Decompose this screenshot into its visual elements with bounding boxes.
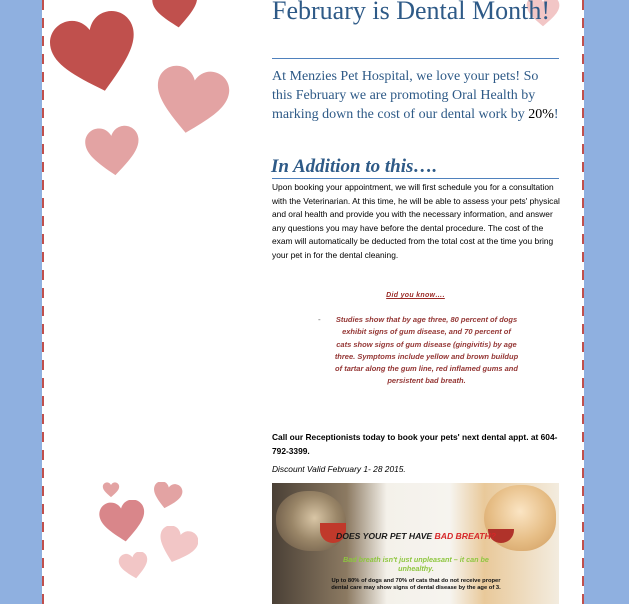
- ad-headline: [328, 531, 504, 541]
- heart-bottom-1-icon: [102, 482, 120, 498]
- studies-fact: Studies show that by age three, 80 percent of dogs exhibit signs of gum disease, and 70 percent of cats show signs of gum disease (gingivitis) by age three. Symptoms include yellow and brown buildup of tartar along the gum line, red inflamed gums and persistent bad breath.: [334, 315, 519, 386]
- intro-text: At Menzies Pet Hospital, we love your pets! So this February we are promoting Oral Health by marking down the cost of our dental work by: [272, 69, 539, 122]
- heart-pink-icon: [152, 62, 230, 142]
- right-dashed-border: [582, 0, 584, 604]
- discount-validity: Discount Valid February 1- 28 2015.: [272, 464, 406, 474]
- heart-bottom-3-icon: [98, 500, 148, 544]
- ad-fact: Up to 80% of dogs and 70% of cats that do not receive proper dental care may show signs of dental disease by the age of 3.: [331, 578, 501, 592]
- body-paragraph: Upon booking your appointment, we will first schedule you for a consultation with the Veterinarian. At this time, he will be able to assess your pets' physical and oral health and provide you with the necessary information, and answer any questions you may have before the dental procedure. The cost of the exam will automatically be deducted from the total cost at the time you bring your pet in for the dental cleaning.: [272, 182, 560, 260]
- heart-top-icon: [146, 0, 206, 30]
- discount-percentage: 20%: [528, 107, 554, 122]
- bad-breath-ad-image: [272, 483, 559, 604]
- ad-headline-part1: DOES YOUR PET HAVE: [336, 531, 435, 541]
- heart-large-icon: [50, 10, 142, 100]
- call-to-action: Call our Receptionists today to book your pets' next dental appt. at 604-792-3399.: [272, 432, 558, 456]
- heart-bottom-2-icon: [150, 482, 184, 510]
- document-page: [42, 0, 584, 604]
- ad-tagline: Bad breath isn't just unpleasant – it can be unhealthy.: [343, 555, 489, 573]
- did-you-know-heading: Did you know….: [386, 292, 445, 299]
- heart-bottom-5-icon: [118, 552, 150, 580]
- bullet-dash: -: [318, 315, 321, 324]
- subheading: In Addition to this….: [271, 156, 438, 177]
- heart-small-icon: [84, 124, 142, 180]
- heart-bottom-4-icon: [156, 526, 198, 566]
- intro-end: !: [553, 107, 559, 122]
- page-title: February is Dental Month!: [272, 0, 551, 25]
- left-dashed-border: [42, 0, 44, 604]
- intro-paragraph: [272, 67, 562, 124]
- title-divider: [272, 58, 559, 59]
- subheading-divider: [272, 178, 559, 179]
- ad-headline-part2: BAD BREATH?: [434, 531, 496, 541]
